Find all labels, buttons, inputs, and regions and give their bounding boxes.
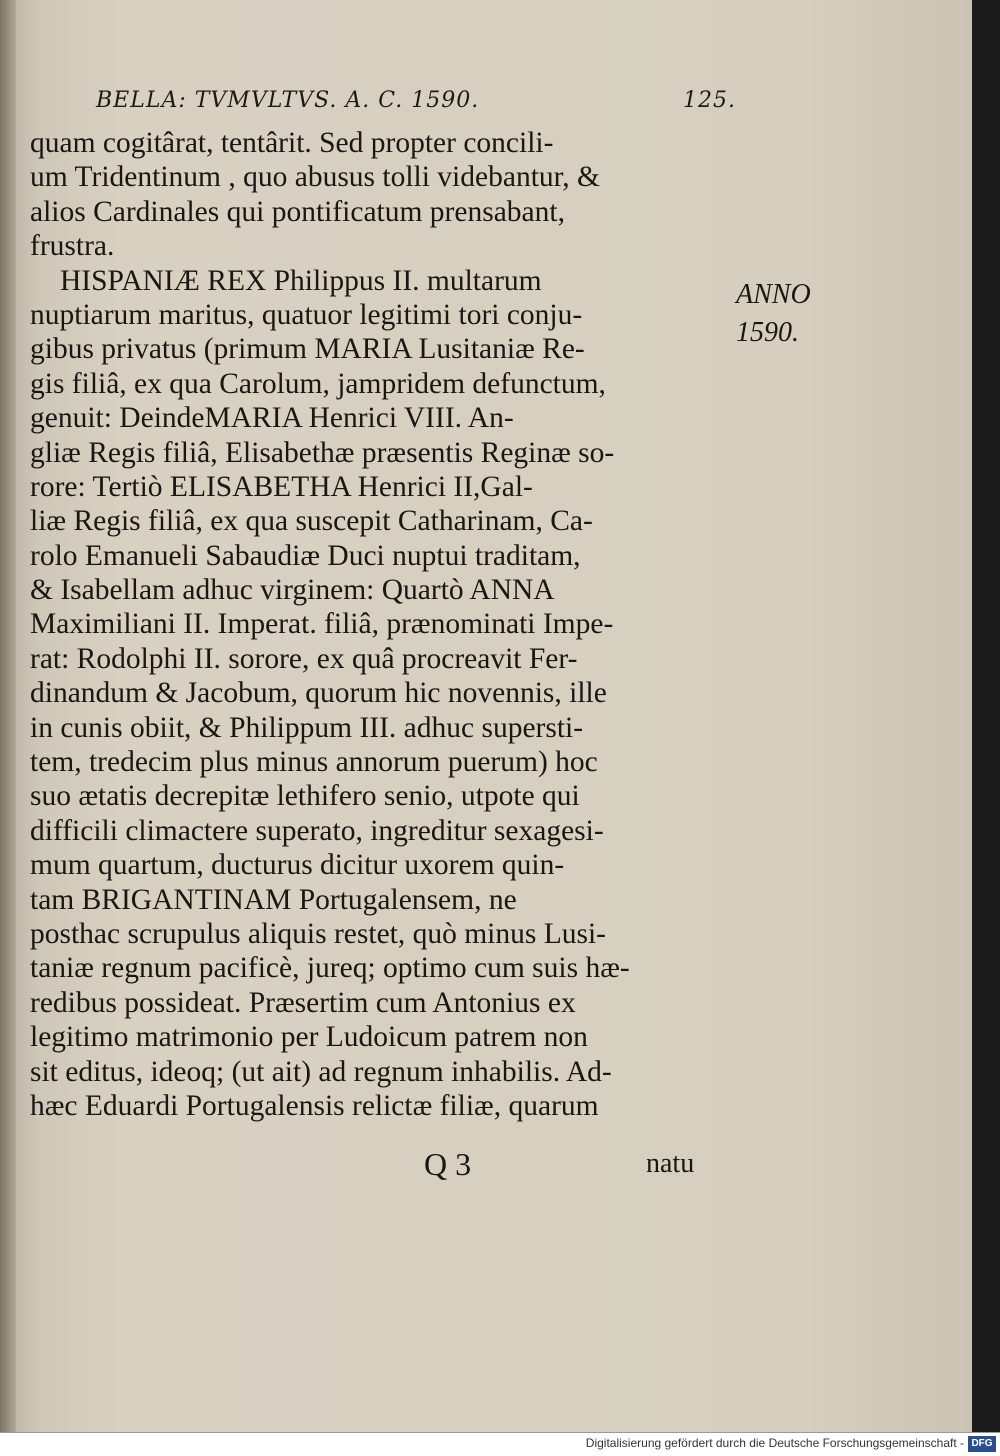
text-line: dinandum & Jacobum, quorum hic novennis, ille	[30, 677, 607, 710]
body-text	[30, 126, 730, 1123]
text-line: gibus privatus (primum MARIA Lusitaniæ Re-	[30, 333, 585, 366]
running-head	[96, 88, 736, 118]
text-line: legitimo matrimonio per Ludoicum patrem non	[30, 1021, 588, 1054]
margin-note-year	[736, 276, 836, 352]
margin-note-number: 1590.	[736, 317, 799, 348]
catchword: natu	[646, 1148, 695, 1179]
text-line: redibus possideat. Præsertim cum Antonius ex	[30, 986, 576, 1019]
text-line: alios Cardinales qui pontificatum prensabant,	[30, 195, 565, 228]
text-line: taniæ regnum pacificè, jureq; optimo cum suis hæ-	[30, 952, 630, 985]
text-line: Maximiliani II. Imperat. filiâ, prænominati Impe-	[30, 608, 614, 641]
text-line: rore: Tertiò ELISABETHA Henrici II,Gal-	[30, 470, 533, 503]
margin-note-anno: ANNO	[736, 279, 811, 310]
text-line: um Tridentinum , quo abusus tolli videbantur, &	[30, 161, 600, 194]
text-line: liæ Regis filiâ, ex qua suscepit Catharinam, Ca-	[30, 505, 593, 538]
text-line: genuit: DeindeMARIA Henrici VIII. An-	[30, 402, 514, 435]
text-line: quam cogitârat, tentârit. Sed propter concili-	[30, 127, 554, 159]
signature-mark: Q 3	[424, 1146, 472, 1182]
text-line: sit editus, ideoq; (ut ait) ad regnum inhabilis. Ad-	[30, 1055, 612, 1088]
text-line: & Isabellam adhuc virginem: Quartò ANNA	[30, 574, 555, 607]
page-gutter	[0, 0, 16, 1432]
page-number: 125.	[683, 88, 736, 113]
text-line: frustra.	[30, 230, 115, 263]
text-line: suo ætatis decrepitæ lethifero senio, utpote qui	[30, 780, 580, 813]
text-line: hæc Eduardi Portugalensis relictæ filiæ, quarum	[30, 1089, 599, 1122]
text-line: posthac scrupulus aliquis restet, quò minus Lusi-	[30, 917, 606, 950]
text-line: difficili climactere superato, ingreditur sexagesi-	[30, 814, 604, 847]
text-line: rolo Emanueli Sabaudiæ Duci nuptui traditam,	[30, 539, 581, 572]
text-line: in cunis obiit, & Philippum III. adhuc supersti-	[30, 711, 584, 744]
text-line: rat: Rodolphi II. sorore, ex quâ procreavit Fer-	[30, 642, 578, 675]
text-line: gis filiâ, ex qua Carolum, jampridem defunctum,	[30, 367, 606, 400]
text-line: tam BRIGANTINAM Portugalensem, ne	[30, 883, 517, 916]
text-line: nuptiarum maritus, quatuor legitimi tori conju-	[30, 298, 583, 331]
running-head-title: BELLA: TVMVLTVS. A. C. 1590.	[96, 88, 480, 113]
text-line: gliæ Regis filiâ, Elisabethæ præsentis Reginæ so-	[30, 436, 615, 469]
text-line: mum quartum, ducturus dicitur uxorem quin-	[30, 849, 565, 882]
text-line: HISPANIÆ REX Philippus II. multarum	[60, 264, 542, 297]
footer-bar	[0, 1432, 1000, 1456]
text-line: tem, tredecim plus minus annorum puerum) hoc	[30, 746, 598, 779]
footer-credit[interactable]: Digitalisierung gefördert durch die Deutsche Forschungsgemeinschaft -	[585, 1436, 964, 1450]
dfg-logo-icon[interactable]: DFG	[968, 1436, 996, 1452]
